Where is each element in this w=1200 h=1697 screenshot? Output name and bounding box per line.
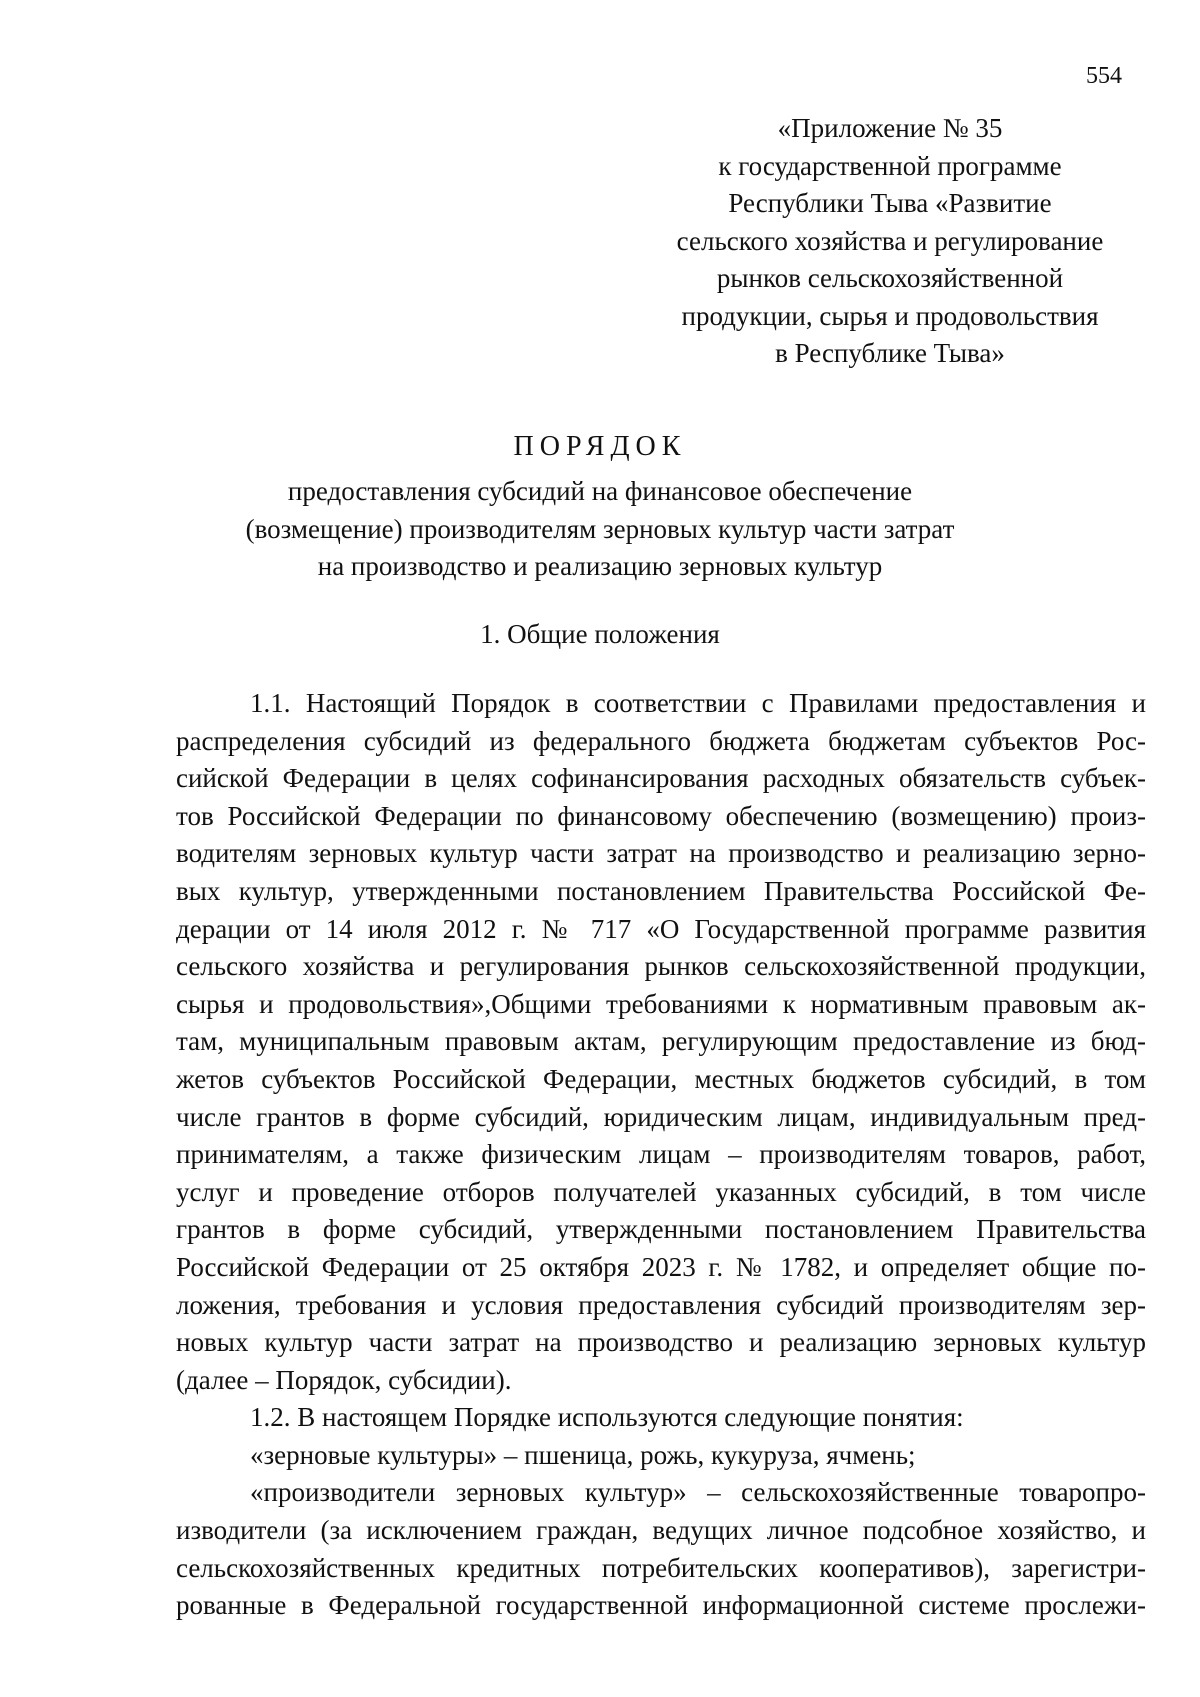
body-line: вых культур, утвержденными постановлением Правительства Российской Фе- xyxy=(176,875,1146,906)
body-line: сырья и продовольствия»,Общими требованиями к нормативным правовым ак- xyxy=(176,988,1146,1019)
body-line: грантов в форме субсидий, утвержденными постановлением Правительства xyxy=(176,1214,1146,1245)
body-line: сийской Федерации в целях софинансирования расходных обязательств субъек- xyxy=(176,763,1146,794)
body-line: рованные в Федеральной государственной информационной системе прослежи- xyxy=(176,1590,1146,1621)
body-line: тов Российской Федерации по финансовому обеспечению (возмещению) произ- xyxy=(176,800,1146,831)
appendix-line: продукции, сырья и продовольствия xyxy=(681,300,1099,331)
body-line: дерации от 14 июля 2012 г. № 717 «О Государственной программе развития xyxy=(176,913,1146,944)
subtitle-line: предоставления субсидий на финансовое обеспечение xyxy=(287,476,913,506)
body-line: (далее – Порядок, субсидии). xyxy=(176,1364,512,1395)
appendix-line: к государственной программе xyxy=(718,150,1062,181)
section-heading: 1. Общие положения xyxy=(480,619,720,649)
appendix-line: Республики Тыва «Развитие xyxy=(728,188,1052,218)
body-line: новых культур части затрат на производство и реализацию зерновых культур xyxy=(176,1327,1146,1358)
body-line: «производители зерновых культур» – сельскохозяйственные товаропро- xyxy=(250,1477,1146,1508)
body-line: жетов субъектов Российской Федерации, местных бюджетов субсидий, в том xyxy=(176,1063,1146,1094)
body-line: 1.2. В настоящем Порядке используются следующие понятия: xyxy=(250,1402,964,1433)
body-line: сельского хозяйства и регулирования рынков сельскохозяйственной продукции, xyxy=(176,951,1146,982)
subtitle-line: на производство и реализацию зерновых культур xyxy=(317,551,883,581)
body-line: изводители (за исключением граждан, ведущих личное подсобное хозяйство, и xyxy=(176,1515,1146,1546)
body-line: «зерновые культуры» – пшеница, рожь, кукуруза, ячмень; xyxy=(250,1439,916,1470)
body-line: числе грантов в форме субсидий, юридическим лицам, индивидуальным пред- xyxy=(176,1101,1146,1132)
appendix-note xyxy=(660,110,1120,373)
subtitle-line: (возмещение) производителям зерновых культур части затрат xyxy=(245,513,955,544)
appendix-line: рынков сельскохозяйственной xyxy=(716,263,1064,293)
body-line: принимателям, а также физическим лицам – производителям товаров, работ, xyxy=(176,1139,1146,1170)
body-text xyxy=(176,685,1146,1625)
body-line: Российской Федерации от 25 октября 2023 г. № 1782, и определяет общие по- xyxy=(176,1251,1146,1282)
body-line: ложения, требования и условия предоставления субсидий производителям зер- xyxy=(176,1289,1146,1320)
body-line: водителям зерновых культур части затрат на производство и реализацию зерно- xyxy=(176,838,1146,869)
page-number: 554 xyxy=(1086,63,1122,89)
appendix-line: сельского хозяйства и регулирование xyxy=(676,225,1104,256)
document-subtitle xyxy=(0,473,1200,586)
body-line: услуг и проведение отборов получателей указанных субсидий, в том числе xyxy=(176,1176,1146,1207)
body-line: 1.1. Настоящий Порядок в соответствии с Правилами предоставления и xyxy=(250,688,1146,718)
body-line: сельскохозяйственных кредитных потребительских кооперативов), зарегистри- xyxy=(176,1552,1146,1583)
appendix-line: в Республике Тыва» xyxy=(775,338,1005,368)
body-line: там, муниципальным правовым актам, регулирующим предоставление из бюд- xyxy=(176,1026,1146,1057)
appendix-line: «Приложение № 35 xyxy=(777,113,1003,143)
document-title: ПОРЯДОК xyxy=(513,431,687,462)
body-line: распределения субсидий из федерального бюджета бюджетам субъектов Рос- xyxy=(176,725,1146,756)
